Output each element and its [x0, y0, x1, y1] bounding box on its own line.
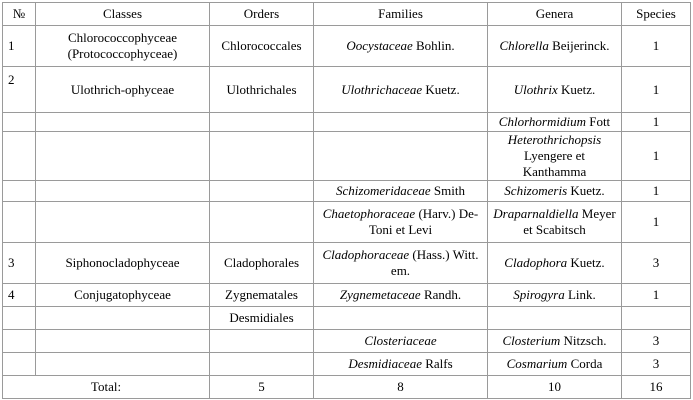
cell-class	[36, 202, 210, 243]
genus-authority: Kuetz.	[567, 183, 605, 198]
cell-species: 3	[622, 330, 691, 353]
cell-species: 1	[622, 284, 691, 307]
total-label: Total:	[3, 376, 210, 399]
cell-family	[314, 181, 488, 202]
header-families: Families	[314, 3, 488, 26]
genus-name: Draparnaldiella	[493, 206, 579, 221]
table-row	[3, 132, 691, 181]
cell-order: Zygnematales	[210, 284, 314, 307]
header-species: Species	[622, 3, 691, 26]
cell-species: 1	[622, 181, 691, 202]
genus-name: Heterothrichopsis	[507, 132, 602, 147]
genus-name: Schizomeris	[504, 183, 568, 198]
genus-authority: Link.	[564, 287, 596, 302]
cell-class	[36, 307, 210, 330]
family-name: Oocystaceae	[346, 38, 413, 53]
header-genera: Genera	[488, 3, 622, 26]
header-no: №	[3, 3, 36, 26]
cell-genus	[488, 113, 622, 132]
total-genera: 10	[488, 376, 622, 399]
cell-order	[210, 330, 314, 353]
table-row	[3, 330, 691, 353]
total-row	[3, 376, 691, 399]
cell-family	[314, 243, 488, 284]
family-authority: Randh.	[420, 287, 462, 302]
cell-genus	[488, 26, 622, 67]
cell-species: 3	[622, 353, 691, 376]
genus-authority: Corda	[567, 356, 603, 371]
family-authority: Kuetz.	[422, 81, 460, 97]
family-name: Zygnemetaceae	[339, 287, 421, 302]
cell-family	[314, 67, 488, 113]
cell-family	[314, 202, 488, 243]
cell-genus	[488, 132, 622, 181]
family-name: Cladophoraceae	[322, 247, 410, 262]
family-authority: (Hass.) Witt. em.	[390, 247, 479, 278]
cell-order	[210, 353, 314, 376]
cell-no	[3, 330, 36, 353]
cell-class: Chlorococcophyceae (Protococcophyceae)	[36, 26, 210, 67]
table-row	[3, 243, 691, 284]
cell-order	[210, 113, 314, 132]
cell-genus	[488, 202, 622, 243]
cell-class	[36, 353, 210, 376]
cell-family	[314, 330, 488, 353]
cell-no	[3, 307, 36, 330]
cell-class	[36, 132, 210, 181]
genus-name: Chlorhormidium	[498, 114, 586, 129]
genus-authority: Kuetz.	[567, 255, 605, 270]
header-classes: Classes	[36, 3, 210, 26]
cell-class	[36, 113, 210, 132]
header-orders: Orders	[210, 3, 314, 26]
cell-genus	[488, 307, 622, 330]
cell-genus	[488, 284, 622, 307]
cell-no	[3, 132, 36, 181]
genus-authority: Meyer et Scabitsch	[523, 206, 616, 237]
genus-authority: Beijerinck.	[548, 38, 610, 53]
family-name: Schizomeridaceae	[336, 183, 431, 198]
cell-family	[314, 132, 488, 181]
cell-genus	[488, 353, 622, 376]
total-families: 8	[314, 376, 488, 399]
cell-genus	[488, 67, 622, 113]
cell-species	[622, 307, 691, 330]
family-authority: (Harv.) De-Toni et Levi	[368, 206, 479, 237]
cell-species: 1	[622, 113, 691, 132]
cell-no	[3, 202, 36, 243]
header-row	[3, 3, 691, 26]
cell-class: Siphonocladophyceae	[36, 243, 210, 284]
cell-species: 1	[622, 202, 691, 243]
family-authority: Smith	[430, 183, 465, 198]
genus-name: Cosmarium	[506, 356, 568, 371]
cell-no: 3	[3, 243, 36, 284]
cell-order: Cladophorales	[210, 243, 314, 284]
family-name: Ulothrichaceae	[341, 81, 423, 97]
cell-genus	[488, 243, 622, 284]
genus-authority: Fott	[585, 114, 611, 129]
table-row	[3, 181, 691, 202]
cell-order: Chlorococcales	[210, 26, 314, 67]
cell-family	[314, 307, 488, 330]
family-authority: Bohlin.	[412, 38, 455, 53]
cell-species: 3	[622, 243, 691, 284]
cell-class: Ulothrich-ophyceae	[36, 67, 210, 113]
table-row	[3, 202, 691, 243]
family-name: Desmidiaceae	[348, 356, 422, 371]
genus-authority: Kuetz.	[557, 81, 596, 97]
cell-family	[314, 353, 488, 376]
cell-order	[210, 132, 314, 181]
cell-family	[314, 284, 488, 307]
genus-name: Closterium	[502, 333, 561, 348]
cell-order	[210, 181, 314, 202]
genus-name: Chlorella	[499, 38, 549, 53]
table-row	[3, 284, 691, 307]
genus-authority: Nitzsch.	[560, 333, 607, 348]
family-name: Chaetophoraceae	[322, 206, 416, 221]
cell-no	[3, 181, 36, 202]
cell-class	[36, 330, 210, 353]
cell-no	[3, 113, 36, 132]
cell-class: Conjugatophyceae	[36, 284, 210, 307]
family-authority: Ralfs	[421, 356, 453, 371]
cell-no	[3, 353, 36, 376]
family-name: Closteriaceae	[364, 333, 437, 348]
cell-no: 2	[3, 67, 36, 113]
cell-genus	[488, 330, 622, 353]
table-row	[3, 353, 691, 376]
total-species: 16	[622, 376, 691, 399]
cell-order	[210, 202, 314, 243]
cell-species: 1	[622, 132, 691, 181]
genus-name: Spirogyra	[513, 287, 565, 302]
cell-species: 1	[622, 67, 691, 113]
cell-class	[36, 181, 210, 202]
table-row	[3, 26, 691, 67]
cell-family	[314, 26, 488, 67]
table-row	[3, 67, 691, 113]
cell-family	[314, 113, 488, 132]
table-row	[3, 307, 691, 330]
algae-taxonomy-table	[2, 2, 691, 399]
cell-species: 1	[622, 26, 691, 67]
cell-order: Ulothrichales	[210, 67, 314, 113]
cell-order: Desmidiales	[210, 307, 314, 330]
genus-authority: Lyengerе et Kanthamma	[522, 148, 587, 179]
genus-name: Ulothrix	[513, 81, 558, 97]
genus-name: Cladophora	[504, 255, 568, 270]
table-row	[3, 113, 691, 132]
cell-no: 4	[3, 284, 36, 307]
cell-genus	[488, 181, 622, 202]
total-orders: 5	[210, 376, 314, 399]
cell-no: 1	[3, 26, 36, 67]
